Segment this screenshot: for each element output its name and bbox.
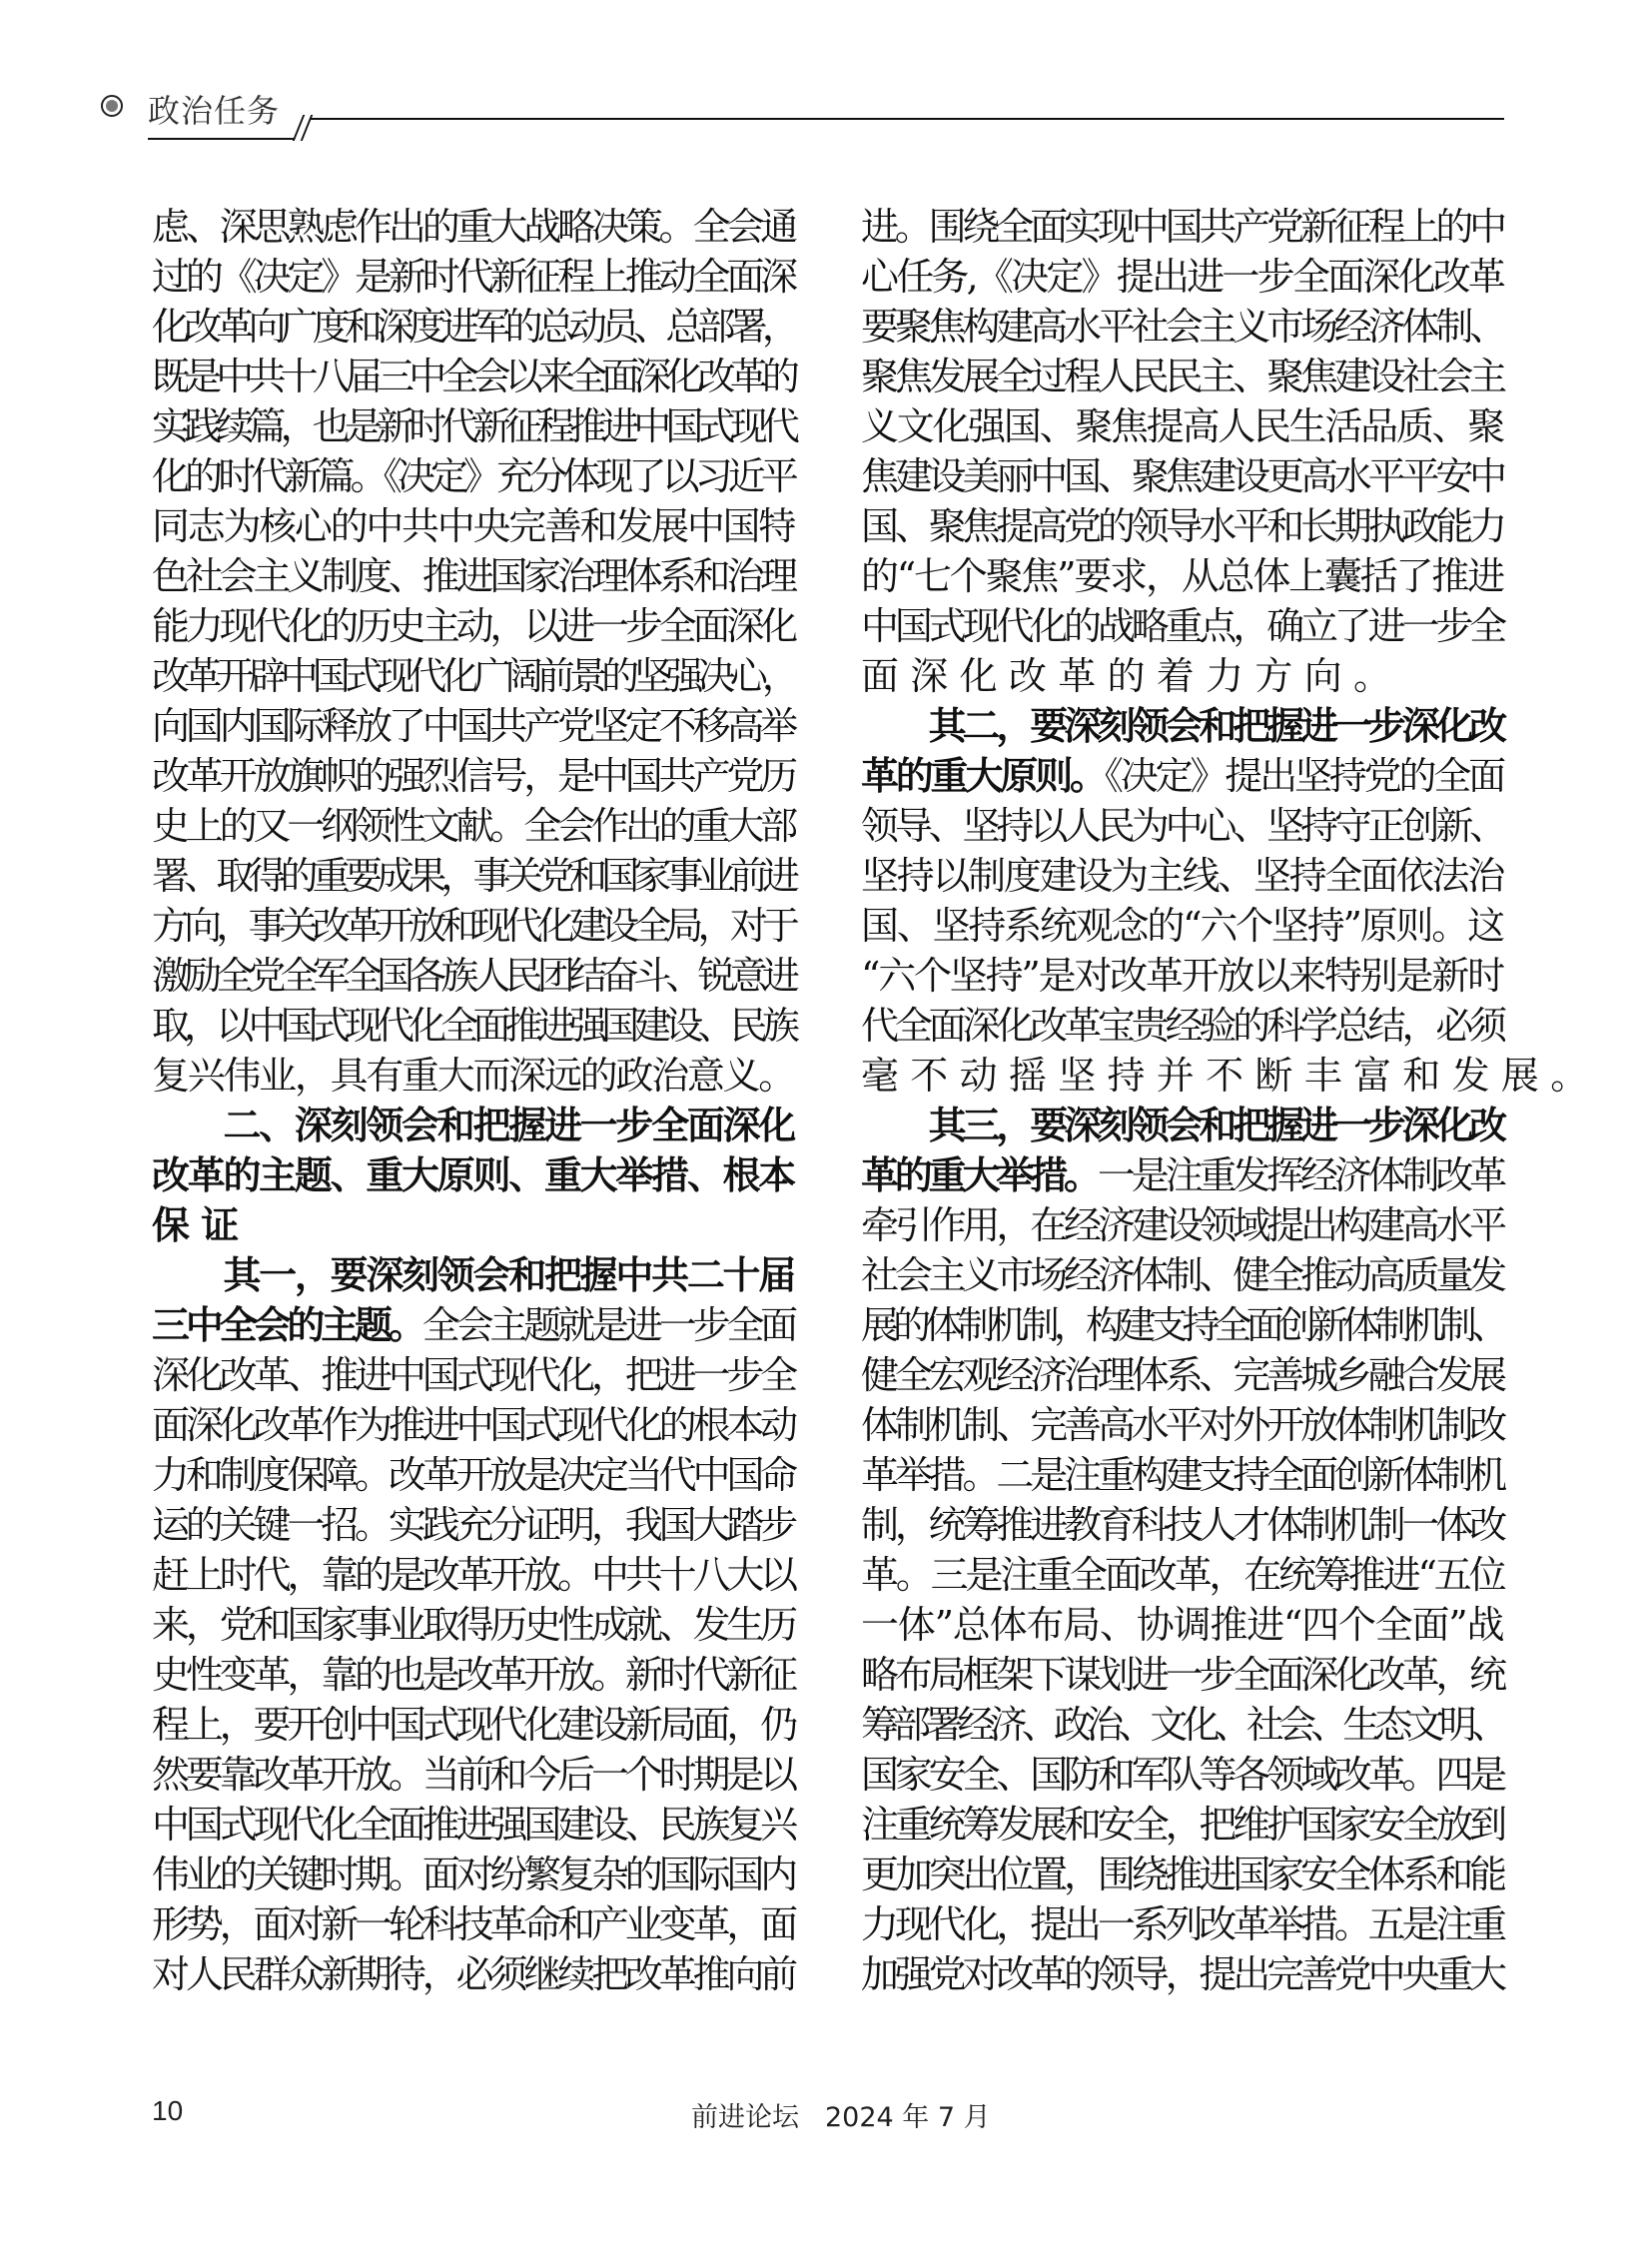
text-line: “六个坚持”是对改革开放以来特别是新时 — [861, 954, 1503, 998]
lead-bold: 其三，要深刻领会和把握进一步深化改 — [861, 1103, 1504, 1147]
text-line: 程上，要开创中国式现代化建设新局面，仍 — [152, 1703, 795, 1747]
body-text: 《决定》提出坚持党的全面 — [1104, 754, 1504, 798]
page-number: 10 — [152, 2095, 184, 2126]
text-line: 面深化改革的着力方向。 — [861, 654, 1403, 698]
text-line: 向国内国际释放了中国共产党坚定不移高举 — [152, 704, 795, 748]
lead-bold: 其二，要深刻领会和把握进一步深化改 — [861, 703, 1504, 748]
body-text: 一是注重发挥经济体制改革 — [1097, 1153, 1504, 1197]
text-line: 实践续篇，也是新时代新征程推进中国式现代 — [152, 404, 795, 448]
text-line: 改革开放旗帜的强烈信号，是中国共产党历 — [152, 754, 795, 798]
text-line: 面深化改革作为推进中国式现代化的根本动 — [152, 1403, 795, 1447]
text-line: 革举措。二是注重构建支持全面创新体制机 — [861, 1453, 1504, 1497]
text-line: 注重统筹发展和安全，把维护国家安全放到 — [861, 1803, 1504, 1847]
left-column — [152, 202, 811, 1999]
text-line: 同志为核心的中共中央完善和发展中国特 — [152, 504, 795, 548]
text-line: 牵引作用，在经济建设领域提出构建高水平 — [861, 1203, 1504, 1247]
lead-bold: 革的重大举措。 — [861, 1152, 1098, 1197]
text-line: 更加突出位置，围绕推进国家安全体系和能 — [861, 1853, 1504, 1896]
text-line: 要聚焦构建高水平社会主义市场经济体制、 — [861, 305, 1504, 349]
text-line: 国、聚焦提高党的领导水平和长期执政能力 — [861, 504, 1504, 548]
text-line: 然要靠改革开放。当前和今后一个时期是以 — [152, 1753, 795, 1797]
text-line: 化的时代新篇。《决定》充分体现了以习近平 — [152, 454, 795, 498]
text-line — [861, 701, 1520, 751]
text-line: 伟业的关键时期。面对纷繁复杂的国际国内 — [152, 1853, 795, 1896]
text-line: 力和制度保障。改革开放是决定当代中国命 — [152, 1453, 795, 1497]
text-line: 赶上时代，靠的是改革开放。中共十八大以 — [152, 1553, 795, 1597]
text-line: 深化改革、推进中国式现代化，把进一步全 — [152, 1353, 795, 1397]
text-line: 毫不动摇坚持并不断丰富和发展。 — [861, 1054, 1600, 1098]
text-line — [861, 751, 1520, 801]
text-line: 革。三是注重全面改革，在统筹推进“五位 — [861, 1553, 1504, 1597]
text-line: 史性变革，靠的也是改革开放。新时代新征 — [152, 1653, 795, 1697]
text-line — [152, 1250, 811, 1300]
text-line: 领导、坚持以人民为中心、坚持守正创新、 — [861, 804, 1504, 848]
body-text: 全会主题就是进一步全面 — [421, 1303, 795, 1347]
text-line: 化改革向广度和深度进军的总动员、总部署， — [152, 305, 795, 349]
text-line: 能力现代化的历史主动，以进一步全面深化 — [152, 604, 795, 648]
section-heading-line: 改革的主题、重大原则、重大举措、根本 — [152, 1152, 795, 1197]
text-line — [152, 1300, 811, 1350]
text-line: 中国式现代化的战略重点，确立了进一步全 — [861, 604, 1504, 648]
header-rule-right — [310, 118, 1504, 120]
text-line: 国、坚持系统观念的“六个坚持”原则。这 — [861, 904, 1503, 948]
text-line: 聚焦发展全过程人民民主、聚焦建设社会主 — [861, 355, 1504, 398]
text-line: 焦建设美丽中国、聚焦建设更高水平平安中 — [861, 454, 1504, 498]
text-line: 社会主义市场经济体制、健全推动高质量发 — [861, 1253, 1504, 1297]
lead-bold: 革的重大原则。 — [861, 753, 1105, 798]
text-line: 坚持以制度建设为主线、坚持全面依法治 — [861, 854, 1504, 898]
text-line: 力现代化，提出一系列改革举措。五是注重 — [861, 1902, 1504, 1946]
lead-bold: 三中全会的主题。 — [152, 1302, 422, 1347]
text-line: 形势，面对新一轮科技革命和产业变革，面 — [152, 1902, 795, 1946]
text-line: 取，以中国式现代化全面推进强国建设、民族 — [152, 1004, 795, 1048]
text-line: 虑、深思熟虑作出的重大战略决策。全会通 — [152, 205, 795, 249]
issue-date: 2024 年 7 月 — [825, 2102, 991, 2133]
target-circle-icon — [101, 95, 123, 117]
text-line: 一体”总体布局、协调推进“四个全面”战 — [861, 1603, 1504, 1647]
lead-bold: 其一，要深刻领会和把握中共二十届 — [152, 1252, 795, 1297]
text-line: 复兴伟业，具有重大而深远的政治意义。 — [152, 1054, 795, 1098]
text-line: 运的关键一招。实践充分证明，我国大踏步 — [152, 1503, 795, 1547]
text-line: 对人民群众新期待，必须继续把改革推向前 — [152, 1952, 795, 1996]
text-line: 色社会主义制度、推进国家治理体系和治理 — [152, 554, 795, 598]
section-title: 政治任务 — [148, 92, 281, 130]
text-line: 体制机制、完善高水平对外开放体制机制改 — [861, 1403, 1504, 1447]
text-line: 过的《决定》是新时代新征程上推动全面深 — [152, 255, 795, 299]
text-line: 史上的又一纲领性文献。全会作出的重大部 — [152, 804, 795, 848]
page-header — [0, 0, 1652, 160]
text-line: 展的体制机制，构建支持全面创新体制机制、 — [861, 1303, 1504, 1347]
text-line: 既是中共十八届三中全会以来全面深化改革的 — [152, 355, 795, 398]
header-rule-left — [148, 138, 294, 140]
text-line: 来，党和国家事业取得历史性成就、发生历 — [152, 1603, 795, 1647]
text-line: 的“七个聚焦”要求，从总体上囊括了推进 — [861, 554, 1503, 598]
text-line: 略布局框架下谋划进一步全面深化改革，统 — [861, 1653, 1504, 1697]
text-line: 署、取得的重要成果，事关党和国家事业前进 — [152, 854, 795, 898]
text-line: 制，统筹推进教育科技人才体制机制一体改 — [861, 1503, 1504, 1547]
text-line: 方向，事关改革开放和现代化建设全局，对于 — [152, 904, 795, 948]
text-line: 激励全党全军全国各族人民团结奋斗、锐意进 — [152, 954, 795, 998]
text-line: 代全面深化改革宝贵经验的科学总结，必须 — [861, 1004, 1504, 1048]
text-line — [861, 1150, 1520, 1200]
text-line: 筹部署经济、政治、文化、社会、生态文明、 — [861, 1703, 1504, 1747]
text-line: 义文化强国、聚焦提高人民生活品质、聚 — [861, 404, 1504, 448]
text-line: 中国式现代化全面推进强国建设、民族复兴 — [152, 1803, 795, 1847]
text-line: 改革开辟中国式现代化广阔前景的坚强决心， — [152, 654, 795, 698]
text-line: 进。围绕全面实现中国共产党新征程上的中 — [861, 205, 1504, 249]
text-line: 心任务,《决定》提出进一步全面深化改革 — [861, 255, 1504, 299]
text-line: 健全宏观经济治理体系、完善城乡融合发展 — [861, 1353, 1504, 1397]
section-heading-line: 保证 — [152, 1202, 251, 1247]
publication-name: 前进论坛 — [691, 2102, 799, 2133]
text-line: 国家安全、国防和军队等各领域改革。四是 — [861, 1753, 1504, 1797]
text-line: 加强党对改革的领导，提出完善党中央重大 — [861, 1952, 1504, 1996]
text-line — [861, 1101, 1520, 1150]
section-heading-line: 二、深刻领会和把握进一步全面深化 — [152, 1103, 795, 1147]
right-column — [861, 202, 1600, 1999]
